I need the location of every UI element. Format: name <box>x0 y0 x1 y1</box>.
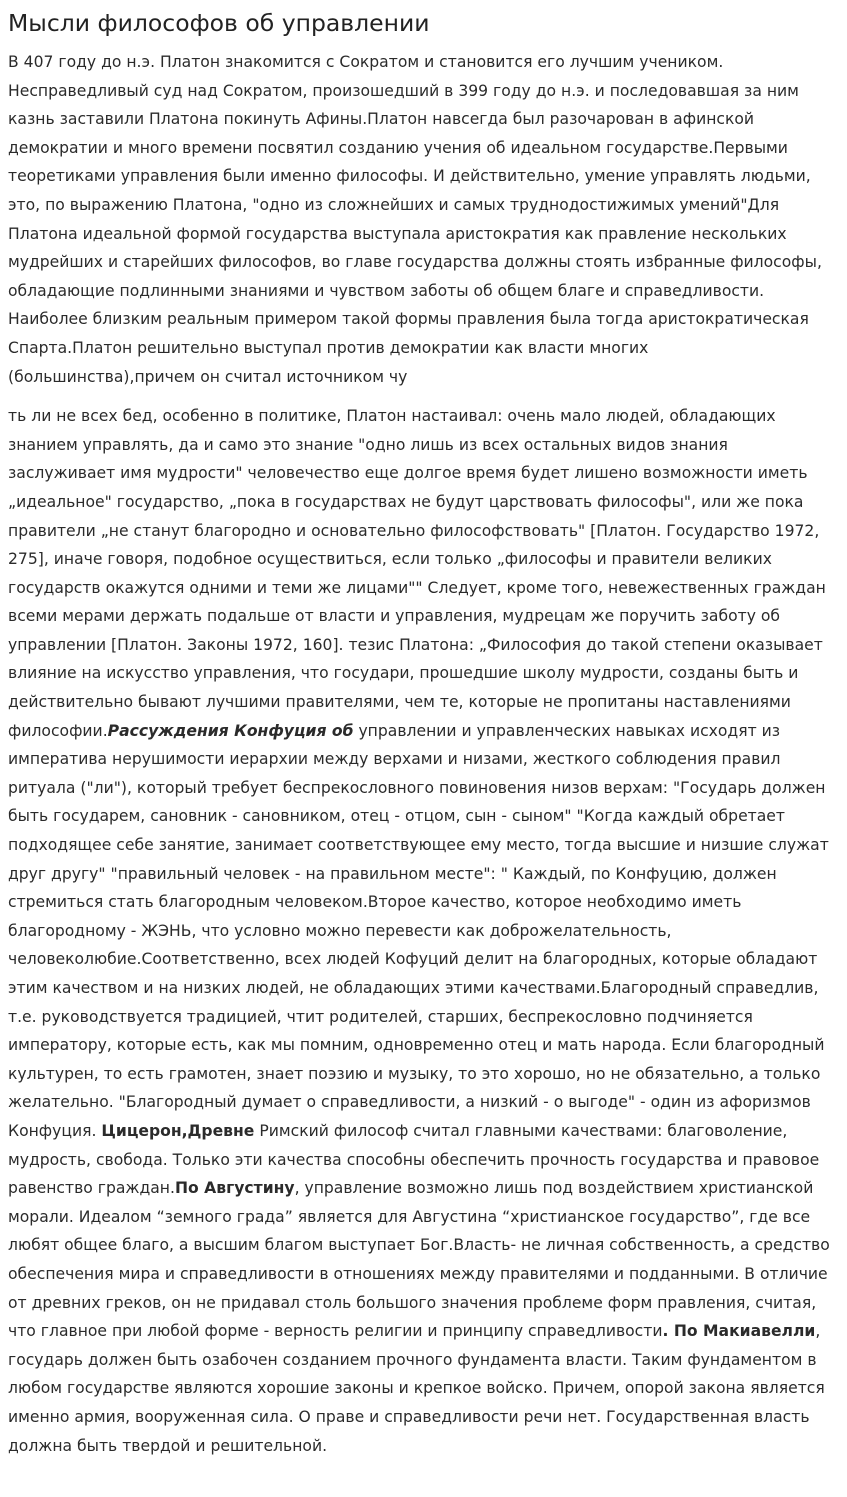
heading-augustine: По Августину <box>174 1179 295 1198</box>
text-plato-continued: ть ли не всех бед, особенно в политике, Платон настаивал: очень мало людей, обладающих знанием управлять, да и само это знание "одно лишь из всех остальных видов знания заслуживает имя мудрости" человечество еще долгое время будет лишено возможности иметь „идеальное" государство, „пока в государствах не будут царствовать философы", или же пока правители „не станут благородно и основательно философствовать" [Платон. Государство 1972, 275], иначе говоря, подобное осуществиться, если только „философы и правители великих государств окажутся одними и теми же лицами"" Следует, кроме того, невежественных граждан всеми мерами держать подальше от власти и управления, мудрецам же поручить заботу об управлении [Платон. Законы 1972, 160]. тезис Платона: „Философия до такой степени оказывает влияние на искусство управления, что государи, прошедшие школу мудрости, созданы быть и действительно бывают лучшими правителями, чем те, которые не пропитаны наставлениями философии. <box>8 407 826 740</box>
text-confucius: управлении и управленческих навыках исходят из императива нерушимости иерархии между верхами и низами, жесткого соблюдения правил ритуала ("ли"), который требует беспрекословного повиновения низов верхам: "Государь должен быть государем, сановник - сановником, отец - отцом, сын - сыном" "Когда каждый обретает подходящее себе занятие, занимает соответствующее ему место, тогда высшие и низшие служат друг другу" "правильный человек - на правильном месте": " Каждый, по Конфуцию, должен стремиться стать благородным человеком.Второе качество, которое необходимо иметь благородному - ЖЭНЬ, что условно можно перевести как доброжелательность, человеколюбие.Соответственно, всех людей Кофуций делит на благородных, которые обладают этим качеством и на низких людей, не обладающих этими качествами.Благородный справедлив, т.е. руководствуется традицией, чтит родителей, старших, беспрекословно подчиняется императору, которые есть, как мы помним, одновременно отец и мать народа. Если благородный культурен, то есть грамотен, знает поэзию и музыку, то это хорошо, но не обязательно, а только желательно. "Благородный думает о справедливости, а низкий - о выгоде" - один из афоризмов Конфуция. <box>8 721 829 1140</box>
heading-confucius: Рассуждения Конфуция об <box>107 721 354 740</box>
text-machiavelli: , государь должен быть озабочен созданием прочного фундамента власти. Таким фундаментом в любом государстве являются хорошие законы и крепкое войско. Причем, опорой закона является именно армия, вооруженная сила. О праве и справедливости речи нет. Государственная власть должна быть твердой и решительной. <box>8 1322 825 1455</box>
text-augustine: , управление возможно лишь под воздействием христианской морали. Идеалом “земного града” является для Августина “христианское государство”, где все любят общее благо, а высшим благом выступает Бог.Власть- не личная собственность, а средство обеспечения мира и справедливости в отношениях между правителями и подданными. В отличие от древних греков, он не придавал столь большого значения проблеме форм правления, считая, что главное при любой форме - верность религии и принципу справедливости <box>8 1179 830 1341</box>
page-title: Мысли философов об управлении <box>8 9 430 37</box>
heading-cicero: Цицерон,Древне <box>101 1121 255 1140</box>
paragraph-philosophers <box>8 402 839 1460</box>
heading-machiavelli: . По Макиавелли <box>662 1322 816 1341</box>
text-cicero: Римский философ считал главными качествами: благоволение, мудрость, свобода. Только эти качества способны обеспечить прочность государства и правовое равенство граждан. <box>8 1121 820 1198</box>
paragraph-plato-intro: В 407 году до н.э. Платон знакомится с Сократом и становится его лучшим учеником. Несправедливый суд над Сократом, произошедший в 399 году до н.э. и последовавшая за ним казнь заставили Платона покинуть Афины.Платон навсегда был разочарован в афинской демократии и много времени посвятил созданию учения об идеальном государстве.Первыми теоретиками управления были именно философы. И действительно, умение управлять людьми, это, по выражению Платона, "одно из сложнейших и самых труднодостижимых умений"Для Платона идеальной формой государства выступала аристократия как правление нескольких мудрейших и старейших философов, во главе государства должны стоять избранные философы, обладающие подлинными знаниями и чувством заботы об общем благе и справедливости. Наиболее близким реальным примером такой формы правления была тогда аристократическая Спарта.Платон решительно выступал против демократии как власти многих (большинства),причем он считал источником чу <box>8 53 822 386</box>
